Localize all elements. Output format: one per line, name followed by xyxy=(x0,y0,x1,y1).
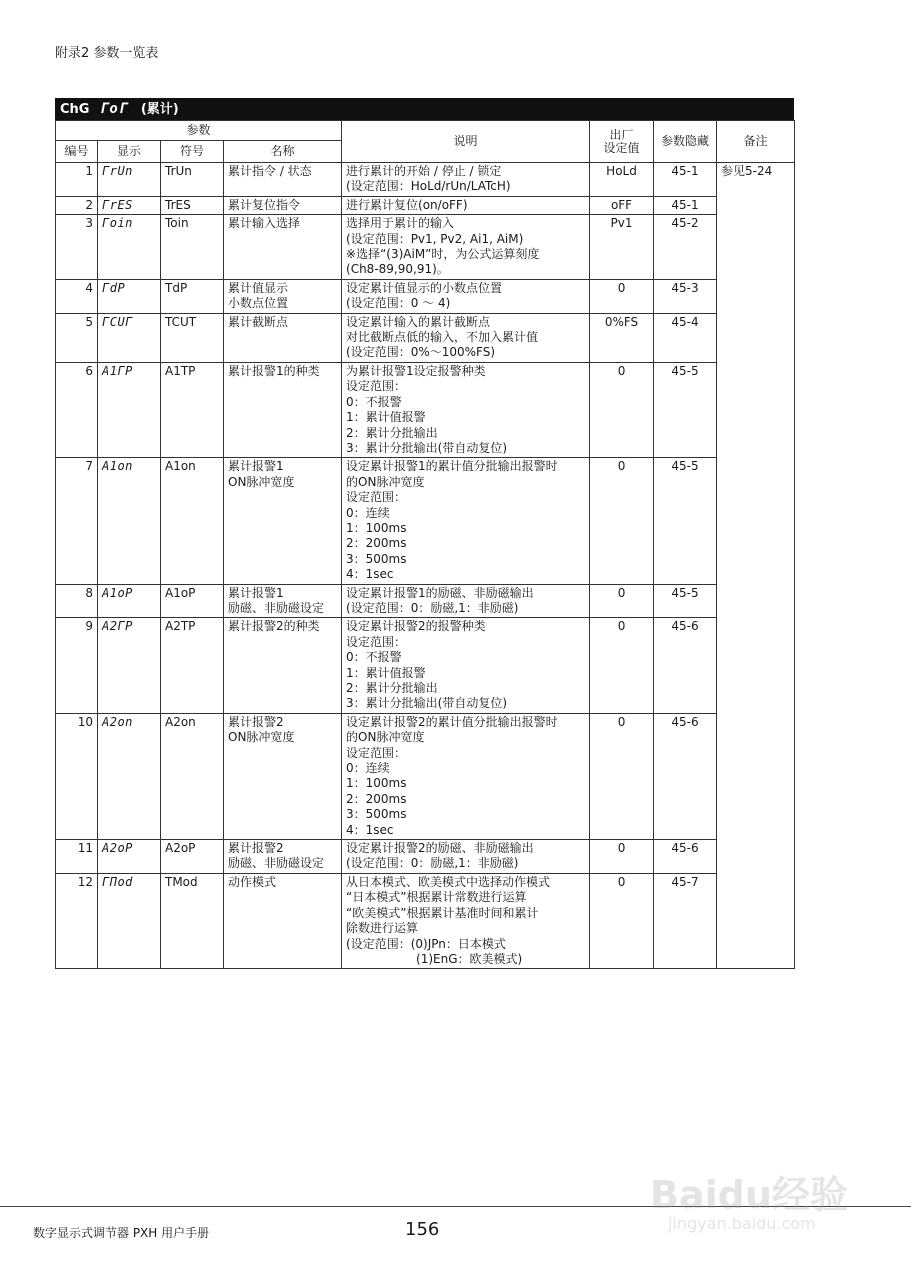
table-row xyxy=(56,840,795,874)
desc-line: 3：累计分批输出(带自动复位) xyxy=(346,440,508,455)
name-line: 励磁、非励磁设定 xyxy=(228,600,325,615)
param-name xyxy=(224,584,342,618)
desc-line: 设定范围： xyxy=(346,379,407,394)
desc-line: 进行累计复位(on/oFF) xyxy=(346,197,468,212)
param-symbol: A1TP xyxy=(161,362,224,457)
desc-line: (设定范围：0%～100%FS) xyxy=(346,345,496,360)
factory-default: HoLd xyxy=(590,163,654,197)
param-hidden-ref: 45-1 xyxy=(654,163,717,197)
name-line: 累计报警2 xyxy=(228,714,284,729)
factory-default: 0 xyxy=(590,618,654,713)
header-no: 编号 xyxy=(56,141,98,163)
param-symbol: A2TP xyxy=(161,618,224,713)
desc-line: “日本模式”根据累计常数进行运算 xyxy=(346,890,527,905)
desc-line: 2：200ms xyxy=(346,791,407,806)
section-code: ChG xyxy=(60,102,90,117)
name-line: 累计报警1 xyxy=(228,585,284,600)
desc-line: ※选择“(3)AiM”时，为公式运算刻度 xyxy=(346,247,540,262)
row-number: 10 xyxy=(56,713,98,839)
desc-line: 设定累计报警2的累计值分批输出报警时 xyxy=(346,714,558,729)
desc-line: 的ON脉冲宽度 xyxy=(346,730,425,745)
param-hidden-ref: 45-1 xyxy=(654,196,717,214)
remark-cell: 参见5-24 xyxy=(717,163,795,969)
param-name xyxy=(224,458,342,584)
display-symbol: ΓrES xyxy=(98,196,161,214)
factory-default: 0 xyxy=(590,362,654,457)
header-name: 名称 xyxy=(224,141,342,163)
section-display-symbol: ΓoΓ xyxy=(100,101,129,117)
desc-line: (设定范围：0：励磁,1：非励磁) xyxy=(346,600,519,615)
name-line: 励磁、非励磁设定 xyxy=(228,856,325,871)
param-hidden-ref: 45-6 xyxy=(654,618,717,713)
parameter-table xyxy=(55,120,795,969)
factory-default: 0 xyxy=(590,279,654,313)
footer-manual-title: 数字显示式调节器 PXH 用户手册 xyxy=(33,1226,210,1240)
row-number: 1 xyxy=(56,163,98,197)
watermark-brand: Baidu经验 xyxy=(650,1173,848,1217)
table-row xyxy=(56,458,795,584)
desc-line: 设定范围： xyxy=(346,745,407,760)
param-symbol: TdP xyxy=(161,279,224,313)
desc-line: 除数进行运算 xyxy=(346,921,419,936)
param-hidden-ref: 45-7 xyxy=(654,873,717,968)
name-line: ON脉冲宽度 xyxy=(228,730,295,745)
desc-line: 2：200ms xyxy=(346,536,407,551)
desc-line: (设定范围：Pv1, Pv2, Ai1, AiM) xyxy=(346,231,524,246)
param-name xyxy=(224,215,342,280)
param-name xyxy=(224,279,342,313)
desc-line: 设定累计输入的累计截断点 xyxy=(346,314,491,329)
row-number: 4 xyxy=(56,279,98,313)
desc-line: 设定累计报警2的报警种类 xyxy=(346,619,486,634)
param-description xyxy=(342,313,590,362)
header-factory-default xyxy=(590,121,654,163)
desc-line: 设定范围： xyxy=(346,634,407,649)
param-hidden-ref: 45-5 xyxy=(654,362,717,457)
header-params: 参数 xyxy=(56,121,342,141)
display-symbol: A1on xyxy=(98,458,161,584)
factory-default: 0 xyxy=(590,873,654,968)
header-factory-line1: 出厂 xyxy=(609,127,634,142)
name-line: 累计截断点 xyxy=(228,314,289,329)
name-line: 累计输入选择 xyxy=(228,216,301,231)
factory-default: 0 xyxy=(590,713,654,839)
table-row xyxy=(56,215,795,280)
header-symbol: 符号 xyxy=(161,141,224,163)
row-number: 5 xyxy=(56,313,98,362)
display-symbol: A2oP xyxy=(98,840,161,874)
display-symbol: ΓrUn xyxy=(98,163,161,197)
row-number: 8 xyxy=(56,584,98,618)
desc-line: 为累计报警1设定报警种类 xyxy=(346,363,486,378)
param-description xyxy=(342,458,590,584)
desc-line: 0：不报警 xyxy=(346,650,402,665)
section-name: (累计) xyxy=(140,102,179,117)
table-row xyxy=(56,873,795,968)
name-line: 累计报警1 xyxy=(228,459,284,474)
param-symbol: TMod xyxy=(161,873,224,968)
param-symbol: A2on xyxy=(161,713,224,839)
factory-default: 0 xyxy=(590,458,654,584)
table-row xyxy=(56,362,795,457)
param-description xyxy=(342,584,590,618)
row-number: 6 xyxy=(56,362,98,457)
param-symbol: A2oP xyxy=(161,840,224,874)
param-name xyxy=(224,362,342,457)
table-row xyxy=(56,713,795,839)
table-row xyxy=(56,584,795,618)
desc-line: 4：1sec xyxy=(346,567,394,582)
factory-default: Pv1 xyxy=(590,215,654,280)
desc-line: (设定范围：(0)JPn：日本模式 xyxy=(346,936,506,951)
param-hidden-ref: 45-4 xyxy=(654,313,717,362)
table-row xyxy=(56,313,795,362)
factory-default: 0 xyxy=(590,840,654,874)
desc-line: 2：累计分批输出 xyxy=(346,425,438,440)
param-symbol: TrUn xyxy=(161,163,224,197)
param-name xyxy=(224,313,342,362)
header-description: 说明 xyxy=(342,121,590,163)
desc-line: “欧美模式”根据累计基准时间和累计 xyxy=(346,905,539,920)
param-symbol: A1on xyxy=(161,458,224,584)
row-number: 12 xyxy=(56,873,98,968)
desc-line: 2：累计分批输出 xyxy=(346,681,438,695)
name-line: 累计复位指令 xyxy=(228,197,301,212)
param-description xyxy=(342,279,590,313)
display-symbol: Γoin xyxy=(98,215,161,280)
display-symbol: ΓdP xyxy=(98,279,161,313)
row-number: 7 xyxy=(56,458,98,584)
param-description xyxy=(342,618,590,713)
name-line: ON脉冲宽度 xyxy=(228,474,295,489)
page-number: 156 xyxy=(405,1219,440,1240)
desc-line: 设定累计报警1的累计值分批输出报警时 xyxy=(346,459,558,474)
baidu-watermark xyxy=(640,1150,890,1245)
desc-line: 设定累计报警1的励磁、非励磁输出 xyxy=(346,585,534,600)
desc-line: 的ON脉冲宽度 xyxy=(346,474,425,489)
header-remark: 备注 xyxy=(717,121,795,163)
param-hidden-ref: 45-3 xyxy=(654,279,717,313)
param-name xyxy=(224,618,342,713)
param-name xyxy=(224,840,342,874)
param-hidden-ref: 45-6 xyxy=(654,713,717,839)
display-symbol: A1oP xyxy=(98,584,161,618)
section-title-bar xyxy=(55,98,794,120)
display-symbol: A2ΓP xyxy=(98,618,161,713)
factory-default: 0%FS xyxy=(590,313,654,362)
watermark-url: jingyan.baidu.com xyxy=(668,1214,816,1233)
param-symbol: TCUT xyxy=(161,313,224,362)
desc-line: 1：100ms xyxy=(346,776,407,791)
desc-line: 1：累计值报警 xyxy=(346,665,426,680)
desc-line: (设定范围：HoLd/rUn/LATcH) xyxy=(346,179,511,194)
name-line: 累计值显示 xyxy=(228,280,289,295)
name-line: 累计报警2的种类 xyxy=(228,619,320,634)
param-description xyxy=(342,163,590,197)
desc-line: (设定范围：0 ～ 4) xyxy=(346,296,451,311)
table-row xyxy=(56,618,795,713)
table-row xyxy=(56,196,795,214)
param-name xyxy=(224,713,342,839)
row-number: 9 xyxy=(56,618,98,713)
desc-line: 选择用于累计的输入 xyxy=(346,216,455,231)
desc-line: (设定范围：0：励磁,1：非励磁) xyxy=(346,856,519,871)
name-line: 累计报警2 xyxy=(228,841,284,856)
table-row xyxy=(56,279,795,313)
desc-line: (1)EnG：欧美模式) xyxy=(416,951,523,966)
header-display: 显示 xyxy=(98,141,161,163)
param-hidden-ref: 45-6 xyxy=(654,840,717,874)
display-symbol: A2on xyxy=(98,713,161,839)
display-symbol: ΓCUΓ xyxy=(98,313,161,362)
param-description xyxy=(342,362,590,457)
desc-line: 设定累计值显示的小数点位置 xyxy=(346,280,503,295)
table-body xyxy=(56,163,795,969)
desc-line: 从日本模式、欧美模式中选择动作模式 xyxy=(346,874,551,889)
desc-line: 0：连续 xyxy=(346,761,390,776)
desc-line: 设定累计报警2的励磁、非励磁输出 xyxy=(346,841,534,856)
name-line: 累计指令 / 状态 xyxy=(228,164,312,178)
name-line: 小数点位置 xyxy=(228,296,289,311)
desc-line: 1：100ms xyxy=(346,520,407,535)
desc-line: (Ch8-89,90,91)。 xyxy=(346,262,449,277)
desc-line: 1：累计值报警 xyxy=(346,410,426,425)
param-name xyxy=(224,873,342,968)
param-symbol: Toin xyxy=(161,215,224,280)
param-description xyxy=(342,713,590,839)
desc-line: 3：500ms xyxy=(346,551,407,566)
factory-default: 0 xyxy=(590,584,654,618)
desc-line: 0：不报警 xyxy=(346,394,402,409)
desc-line: 设定范围： xyxy=(346,490,407,505)
desc-line: 3：累计分批输出(带自动复位) xyxy=(346,696,508,711)
factory-default: oFF xyxy=(590,196,654,214)
desc-line: 进行累计的开始 / 停止 / 锁定 xyxy=(346,164,502,178)
param-description xyxy=(342,215,590,280)
param-name xyxy=(224,196,342,214)
param-hidden-ref: 45-5 xyxy=(654,458,717,584)
param-hidden-ref: 45-5 xyxy=(654,584,717,618)
row-number: 3 xyxy=(56,215,98,280)
param-description xyxy=(342,196,590,214)
param-description xyxy=(342,873,590,968)
header-param-hidden: 参数隐藏 xyxy=(654,121,717,163)
row-number: 11 xyxy=(56,840,98,874)
param-symbol: A1oP xyxy=(161,584,224,618)
table-row xyxy=(56,163,795,197)
desc-line: 3：500ms xyxy=(346,807,407,822)
desc-line: 4：1sec xyxy=(346,822,394,837)
name-line: 动作模式 xyxy=(228,874,277,889)
header-factory-line2: 设定值 xyxy=(603,140,640,155)
param-hidden-ref: 45-2 xyxy=(654,215,717,280)
name-line: 累计报警1的种类 xyxy=(228,363,320,378)
row-number: 2 xyxy=(56,196,98,214)
param-symbol: TrES xyxy=(161,196,224,214)
display-symbol: A1ΓP xyxy=(98,362,161,457)
display-symbol: ΓΠod xyxy=(98,873,161,968)
page-header: 附录2 参数一览表 xyxy=(55,46,159,61)
desc-line: 对比截断点低的输入，不加入累计值 xyxy=(346,330,539,345)
param-name xyxy=(224,163,342,197)
param-description xyxy=(342,840,590,874)
desc-line: 0：连续 xyxy=(346,505,390,520)
